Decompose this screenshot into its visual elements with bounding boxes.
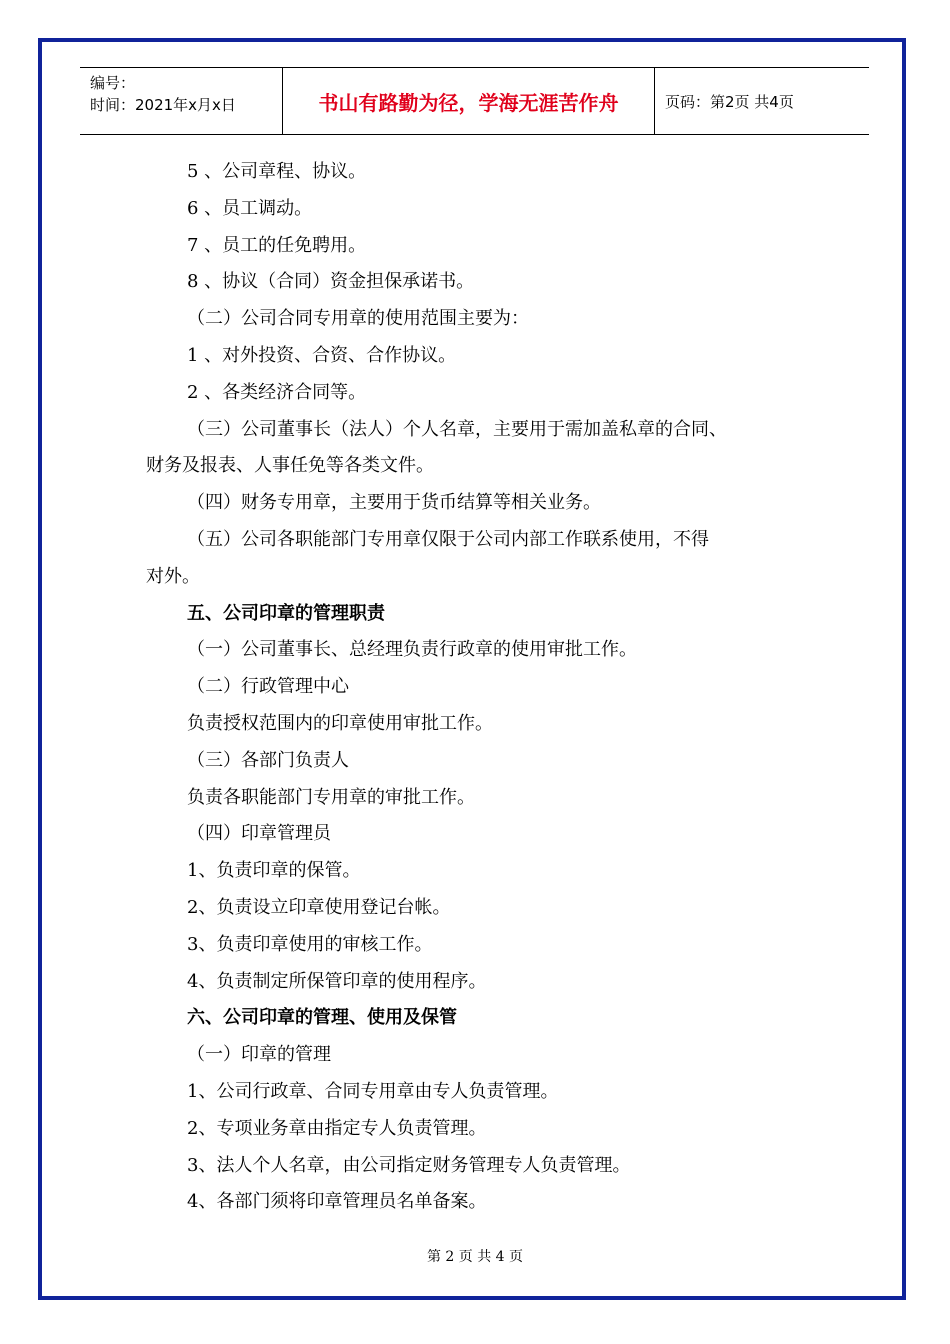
body-line: 4、各部门须将印章管理员名单备案。 [187,1191,487,1213]
body-line: 负责授权范围内的印章使用审批工作。 [187,712,493,734]
body-line: 4、负责制定所保管印章的使用程序。 [187,970,487,992]
page-footer: 第 2 页 共 4 页 [426,1249,524,1265]
body-line: 6 、员工调动。 [187,197,313,219]
body-line: 2 、各类经济合同等。 [187,381,367,403]
body-line: （二）行政管理中心 [187,676,349,698]
body-line: 1、负责印章的保管。 [187,860,361,882]
body-line: 8 、协议（合同）资金担保承诺书。 [187,271,475,293]
document-number-label: 编号： [90,74,136,92]
body-line: （三）公司董事长（法人）个人名章，主要用于需加盖私章的合同、 [187,418,727,440]
section-heading: 五、公司印章的管理职责 [187,602,385,624]
body-line: 负责各职能部门专用章的审批工作。 [187,786,475,808]
document-body [146,154,818,1221]
body-line: 5 、公司章程、协议。 [187,161,367,182]
body-line: 财务及报表、人事任免等各类文件。 [146,455,434,477]
body-line: （一）印章的管理 [187,1044,331,1066]
body-line: 3、负责印章使用的审核工作。 [187,933,433,955]
body-line: 7 、员工的任免聘用。 [187,234,367,256]
section-heading: 六、公司印章的管理、使用及保管 [187,1007,457,1029]
body-line: （三）各部门负责人 [187,749,349,771]
document-date-label: 时间：2021年x月x日 [90,96,236,114]
body-line: 2、专项业务章由指定专人负责管理。 [187,1117,487,1139]
body-line: （二）公司合同专用章的使用范围主要为： [187,308,529,330]
body-line: （四）印章管理员 [187,823,331,845]
header-meta [80,68,283,134]
body-line: （五）公司各职能部门专用章仅限于公司内部工作联系使用，不得 [187,528,709,550]
page-header [80,67,869,135]
body-line: （四）财务专用章，主要用于货币结算等相关业务。 [187,492,601,514]
body-line: （一）公司董事长、总经理负责行政章的使用审批工作。 [187,639,637,661]
body-line: 1 、对外投资、合资、合作协议。 [187,344,457,366]
body-line: 1、公司行政章、合同专用章由专人负责管理。 [187,1080,559,1102]
header-motto: 书山有路勤为径，学海无涯苦作舟 [283,68,655,134]
header-page-info: 页码：第2页 共4页 [665,92,794,111]
body-line: 3、法人个人名章，由公司指定财务管理专人负责管理。 [187,1154,631,1176]
body-line: 2、负责设立印章使用登记台帐。 [187,896,451,918]
body-line: 对外。 [146,565,200,587]
